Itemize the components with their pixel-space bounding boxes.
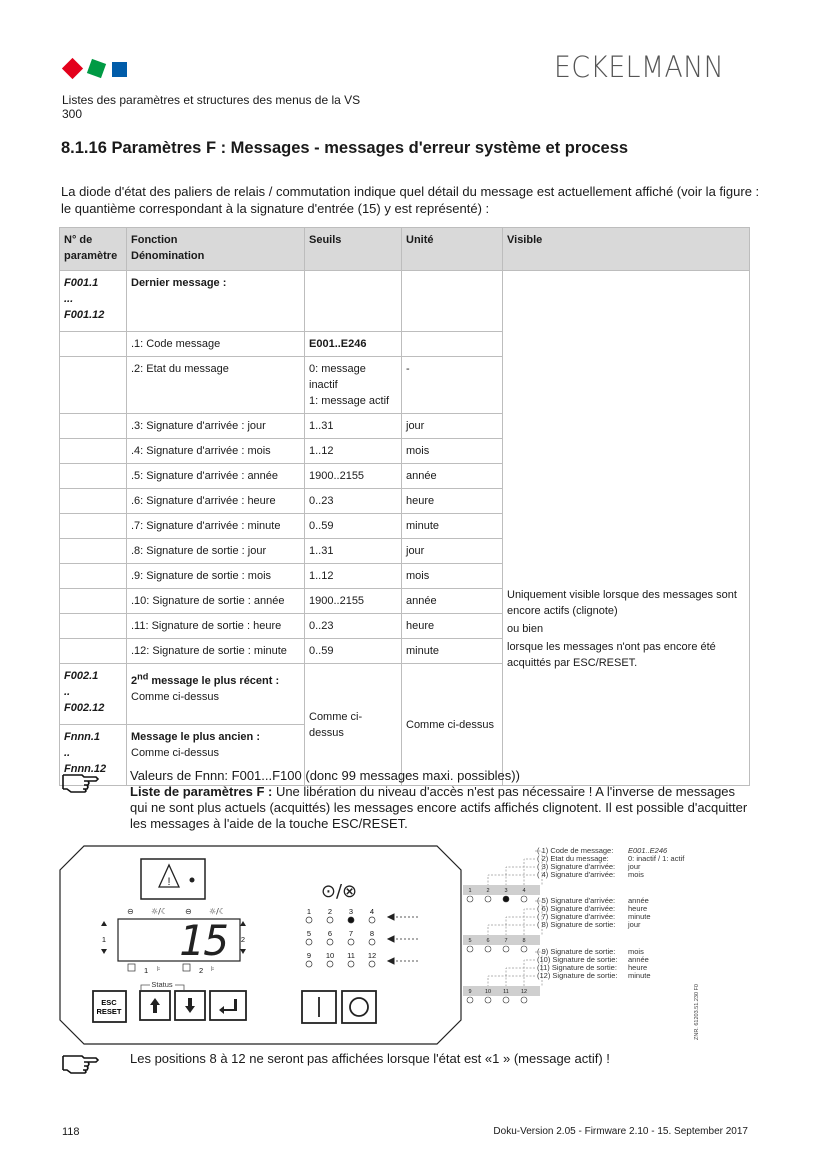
status-led (306, 917, 312, 923)
led-legend-diagram (460, 845, 720, 1045)
strip-led (521, 896, 527, 902)
group2-title-pre: 2 (131, 674, 138, 687)
visible-text-2: ou bien (507, 623, 544, 635)
legend-label: ( 2) Etat du message: (537, 854, 609, 863)
svg-text:!: ! (167, 876, 171, 888)
strip-led (503, 997, 509, 1003)
led-number-5: 5 (306, 929, 312, 938)
row-seuil-1: 0: message inactif (309, 363, 366, 391)
row-func: .5: Signature d'arrivée : année (127, 464, 305, 489)
row-unite: heure (402, 489, 503, 514)
legend-value: minute (628, 912, 651, 921)
row-seuil: 1..12 (305, 439, 402, 464)
legend-label: ( 3) Signature d'arrivée: (537, 862, 616, 871)
param-end: F002.12 (64, 702, 105, 714)
strip-led (521, 997, 527, 1003)
header-fonction-label: Fonction (131, 234, 178, 246)
group3-sub: Comme ci-dessus (131, 747, 220, 759)
legend-value: année (628, 896, 649, 905)
strip-number: 1 (468, 888, 472, 894)
led-number-11: 11 (347, 951, 355, 960)
visible-text-3: lorsque les messages n'ont pas encore été acquittés par ESC/RESET. (507, 641, 716, 669)
led-number-1: 1 (306, 907, 312, 916)
logo-blue-square (112, 62, 127, 77)
strip-number: 11 (503, 989, 509, 995)
strip-number: 9 (468, 989, 472, 995)
row-unite: mois (402, 564, 503, 589)
row-func: .2: Etat du message (127, 357, 305, 414)
row-seuil: E001..E246 (305, 332, 402, 357)
led-number-10: 10 (325, 951, 335, 960)
status-led (327, 917, 333, 923)
drawing-id: ZNR. 61203.51.230 F0 (694, 984, 700, 1040)
svg-text:⊖: ⊖ (127, 907, 134, 916)
status-led (306, 939, 312, 945)
status-led (327, 961, 333, 967)
legend-label: ( 5) Signature d'arrivée: (537, 896, 616, 905)
logo-red-square (62, 58, 83, 79)
parameters-table (59, 227, 750, 786)
param-dots: .. (64, 686, 71, 698)
cell-empty (60, 614, 127, 639)
led-strip (463, 986, 540, 996)
header-unite: Unité (402, 228, 503, 271)
row-unite: minute (402, 514, 503, 539)
legend-value: mois (628, 870, 644, 879)
cell-empty (60, 514, 127, 539)
led-number-6: 6 (327, 929, 333, 938)
strip-number: 3 (504, 888, 508, 894)
alarm-display-frame (141, 859, 205, 899)
note-1-body (130, 784, 750, 832)
legend-value: jour (628, 862, 641, 871)
table-header-row (60, 228, 750, 271)
row-func: .1: Code message (127, 332, 305, 357)
status-led (327, 939, 333, 945)
esc-label: ESC (101, 998, 117, 1007)
led-number-3: 3 (348, 907, 354, 916)
legend-value: année (628, 955, 649, 964)
shared-seuil: Comme ci-dessus (305, 664, 402, 786)
param-group2 (60, 664, 127, 725)
legend-value: E001..E246 (628, 846, 668, 855)
brand-name: ECKELMANN (554, 50, 725, 84)
row-func: .10: Signature de sortie : année (127, 589, 305, 614)
cell-empty (60, 357, 127, 414)
row-unite (402, 332, 503, 357)
strip-number: 4 (522, 888, 526, 894)
row-func: .7: Signature d'arrivée : minute (127, 514, 305, 539)
strip-led (503, 946, 509, 952)
unit-index-1: 1 (144, 966, 149, 975)
header-visible: Visible (503, 228, 750, 271)
status-led (348, 917, 354, 923)
strip-led (485, 997, 491, 1003)
led-number-4: 4 (369, 907, 375, 916)
group2-sub: Comme ci-dessus (131, 690, 220, 703)
param-end: Fnnn.12 (64, 763, 107, 775)
row-seuil: 0..23 (305, 614, 402, 639)
panel-led-grid (306, 907, 376, 967)
row-unite: année (402, 464, 503, 489)
group1-title: Dernier message : (127, 271, 305, 332)
note-1 (130, 768, 750, 832)
visible-cell (503, 271, 750, 786)
svg-text:⊧: ⊧ (157, 965, 161, 973)
row-func: .3: Signature d'arrivée : jour (127, 414, 305, 439)
panel-arrows (388, 914, 419, 964)
led-number-12: 12 (367, 951, 377, 960)
row-unite: - (402, 357, 503, 414)
controller-front-panel (59, 845, 462, 1045)
strip-led (467, 997, 473, 1003)
row-unite: année (402, 589, 503, 614)
status-led (369, 961, 375, 967)
cell-empty (60, 439, 127, 464)
legend-value: minute (628, 971, 651, 980)
cell-empty (305, 271, 402, 332)
led-number-2: 2 (327, 907, 333, 916)
row-seuil: 1..31 (305, 414, 402, 439)
header-param: N° de paramètre (60, 228, 127, 271)
legend-value: 0: inactif / 1: actif (628, 854, 685, 863)
param-start: F001.1 (64, 277, 99, 289)
strip-led (521, 946, 527, 952)
group3-title: Message le plus ancien : (131, 731, 260, 743)
status-led (348, 961, 354, 967)
led-number-9: 9 (306, 951, 312, 960)
status-led (369, 939, 375, 945)
row-seuil-2: 1: message actif (309, 395, 390, 407)
left-index-2: 2 (240, 935, 246, 944)
row-seuil: 1900..2155 (305, 589, 402, 614)
strip-number: 8 (522, 938, 526, 944)
reset-label: RESET (96, 1007, 122, 1016)
status-label: Status (151, 980, 173, 989)
strip-led (467, 896, 473, 902)
note-2: Les positions 8 à 12 ne seront pas affichées lorsque l'état est «1 » (message actif) ! (130, 1051, 610, 1066)
row-func: .8: Signature de sortie : jour (127, 539, 305, 564)
row-seuil (305, 357, 402, 414)
strip-number: 12 (520, 989, 528, 995)
top-symbol-row (127, 907, 226, 916)
legend-label: ( 1) Code de message: (537, 846, 614, 855)
enter-button (210, 991, 246, 1020)
header-denomination-label: Dénomination (131, 250, 205, 262)
cell-empty (402, 271, 503, 332)
led-strip (463, 935, 540, 945)
row-func: .11: Signature de sortie : heure (127, 614, 305, 639)
param-dots: .. (64, 747, 71, 759)
legend-label: ( 7) Signature d'arrivée: (537, 912, 616, 921)
legend-label: ( 9) Signature de sortie: (537, 947, 616, 956)
cell-empty (60, 489, 127, 514)
row-func: .6: Signature d'arrivée : heure (127, 489, 305, 514)
status-led (348, 939, 354, 945)
mode-icon: ⊙/⊗ (320, 881, 358, 902)
display-value: 15 (178, 916, 230, 965)
page-number: 118 (62, 1126, 80, 1138)
group2-title-sup: nd (137, 671, 149, 681)
param-start: Fnnn.1 (64, 731, 101, 743)
strip-number: 6 (486, 938, 490, 944)
status-led (369, 917, 375, 923)
footer-version: Doku-Version 2.05 - Firmware 2.10 - 15. September 2017 (493, 1126, 748, 1137)
cell-empty (60, 564, 127, 589)
legend-value: jour (628, 920, 641, 929)
pointing-hand-icon (62, 1052, 100, 1074)
cell-empty (60, 332, 127, 357)
group2-title-post: message le plus récent : (148, 674, 280, 687)
logo-green-square (87, 59, 106, 78)
svg-text:⊖: ⊖ (185, 907, 192, 916)
off-button (342, 991, 376, 1023)
cell-empty (60, 589, 127, 614)
row-unite: jour (402, 414, 503, 439)
legend-value: mois (628, 947, 644, 956)
strip-number: 10 (484, 989, 492, 995)
strip-led (503, 896, 509, 902)
row-seuil: 1..12 (305, 564, 402, 589)
intro-paragraph: La diode d'état des paliers de relais / commutation indique quel détail du message est actuellement affiché (voir la figure : le quantième correspondant à la signature d'entrée (15) y est représenté) : (61, 184, 760, 216)
row-func: .12: Signature de sortie : minute (127, 639, 305, 664)
legend-value: heure (628, 963, 648, 972)
strip-led (467, 946, 473, 952)
led-number-7: 7 (348, 929, 354, 938)
cell-empty (60, 414, 127, 439)
led-strip (463, 885, 540, 895)
row-unite: minute (402, 639, 503, 664)
row-seuil: 0..59 (305, 639, 402, 664)
param-start: F002.1 (64, 670, 99, 682)
legend-label: ( 8) Signature de sortie: (537, 920, 616, 929)
table-row (60, 271, 750, 332)
row-seuil: 1900..2155 (305, 464, 402, 489)
legend-label: (12) Signature de sortie: (537, 971, 618, 980)
header-seuils: Seuils (305, 228, 402, 271)
visible-text-1: Uniquement visible lorsque des messages sont encore actifs (clignote) (507, 589, 737, 617)
row-unite: mois (402, 439, 503, 464)
legend-label: (11) Signature de sortie: (537, 963, 617, 972)
param-group1 (60, 271, 127, 332)
section-title: 8.1.16 Paramètres F : Messages - messages d'erreur système et process (61, 139, 629, 157)
note-1-line-1: Valeurs de Fnnn: F001...F100 (donc 99 messages maxi. possibles)) (130, 768, 520, 783)
header-subtitle: Listes des paramètres et structures des menus de la VS 300 (62, 93, 361, 121)
strip-number: 5 (468, 938, 472, 944)
param-dots: ... (64, 293, 74, 305)
cell-empty (60, 639, 127, 664)
row-unite: heure (402, 614, 503, 639)
cell-empty (60, 539, 127, 564)
legend-value: heure (628, 904, 648, 913)
led-number-8: 8 (369, 929, 375, 938)
svg-text:☼/☾: ☼/☾ (209, 907, 227, 916)
strip-led (485, 946, 491, 952)
status-led (306, 961, 312, 967)
row-seuil: 0..59 (305, 514, 402, 539)
svg-text:☼/☾: ☼/☾ (151, 907, 169, 916)
shared-unite: Comme ci-dessus (402, 664, 503, 786)
row-func: .9: Signature de sortie : mois (127, 564, 305, 589)
row-seuil: 1..31 (305, 539, 402, 564)
strip-led (485, 896, 491, 902)
group2-title (131, 671, 280, 687)
left-index-1: 1 (101, 935, 107, 944)
pointing-hand-icon (62, 771, 100, 793)
legend-label: ( 6) Signature d'arrivée: (537, 904, 616, 913)
row-unite: jour (402, 539, 503, 564)
group2-func (127, 664, 305, 725)
svg-text:⊧: ⊧ (211, 965, 215, 973)
legend-label: (10) Signature de sortie: (537, 955, 618, 964)
strip-number: 2 (486, 888, 490, 894)
note-1-bold: Liste de paramètres F : (130, 784, 273, 799)
param-end: F001.12 (64, 309, 105, 321)
header-fonction (127, 228, 305, 271)
strip-number: 7 (504, 938, 508, 944)
row-func: .4: Signature d'arrivée : mois (127, 439, 305, 464)
cell-empty (60, 464, 127, 489)
legend-label: ( 4) Signature d'arrivée: (537, 870, 616, 879)
note-1-rest: Une libération du niveau d'accès n'est pas nécessaire ! A l'inverse de messages qui ne sont plus actuels (acquittés) les messages encore actifs affichés clignotent. Il est possible d'acquitter les messages à l'aide de la touche ESC/RESET. (130, 784, 748, 831)
row-seuil: 0..23 (305, 489, 402, 514)
unit-index-2: 2 (199, 966, 204, 975)
legend-groups (463, 846, 685, 1003)
